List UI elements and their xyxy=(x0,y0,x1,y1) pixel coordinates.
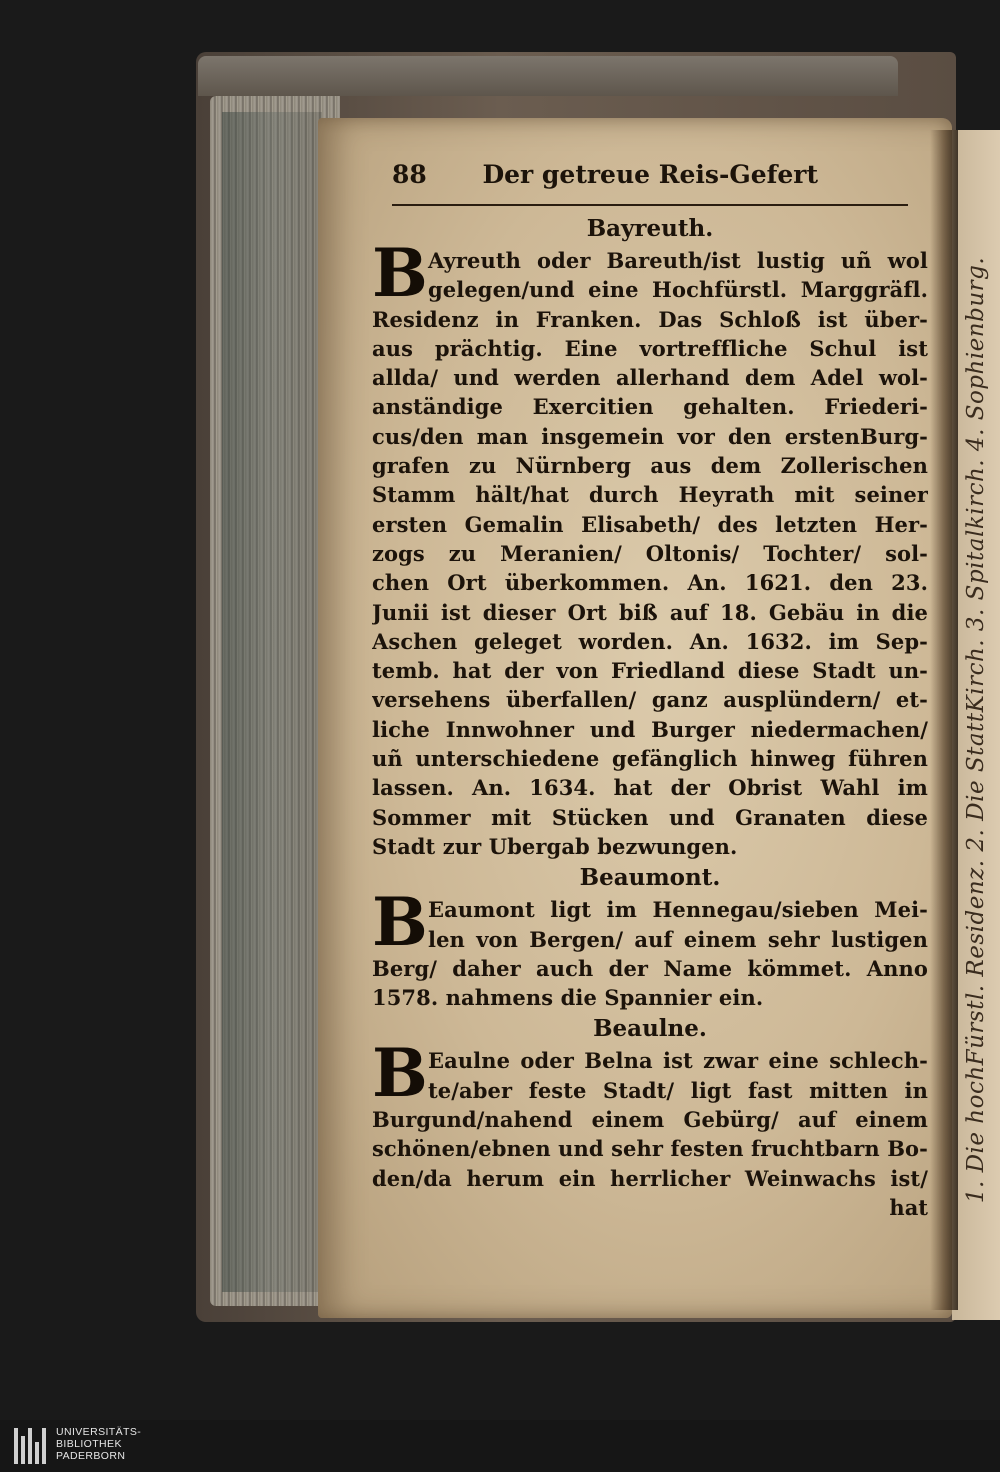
facing-page-caption xyxy=(952,160,1000,1300)
text-line: Stadt zur Ubergab bezwungen. xyxy=(372,833,738,859)
text-block xyxy=(372,160,928,1223)
text-line: ersten Gemalin Elisabeth/ des letzten Her- xyxy=(372,511,928,537)
text-line: uñ unterschiedene gefänglich hinweg führen xyxy=(372,746,928,772)
text-line: Burgund/nahend einem Gebürg/ auf einem xyxy=(372,1107,928,1133)
catchword: hat xyxy=(889,1194,928,1220)
text-line: liche Innwohner und Burger niedermachen/ xyxy=(372,716,928,742)
logo-line: UNIVERSITÄTS- xyxy=(56,1426,142,1438)
text-line: anständige Exercitien gehalten. Friederi- xyxy=(372,394,928,420)
text-line: chen Ort überkommen. An. 1621. den 23. xyxy=(372,570,928,596)
paragraph-bayreuth xyxy=(372,234,928,861)
running-title: Der getreue Reis-Gefert xyxy=(482,160,818,189)
text-line: Stamm hält/hat durch Heyrath mit seiner xyxy=(372,482,928,508)
library-logo-icon xyxy=(14,1428,50,1464)
text-line: Residenz in Franken. Das Schloß ist über- xyxy=(372,306,928,332)
drop-cap: B xyxy=(372,883,428,962)
library-footer xyxy=(0,1420,1000,1472)
page-number: 88 xyxy=(392,160,427,189)
text-line: versehens überfallen/ ganz ausplündern/ et- xyxy=(372,687,928,713)
text-line: Aschen geleget worden. An. 1632. im Sep- xyxy=(372,628,928,654)
text-line: grafen zu Nürnberg aus dem Zollerischen xyxy=(372,453,928,479)
section-heading-beaulne: Beaulne. xyxy=(593,1015,707,1043)
text-line: Eaulne oder Belna ist zwar eine schlech- xyxy=(428,1048,928,1074)
header-rule xyxy=(392,204,908,206)
paragraph-beaulne xyxy=(372,1034,928,1192)
logo-line: BIBLIOTHEK xyxy=(56,1438,122,1450)
text-line: Sommer mit Stücken und Granaten diese xyxy=(372,804,928,830)
text-line: Eaumont ligt im Hennegau/sieben Mei- xyxy=(428,897,928,923)
facing-caption-text: 1. Die hochFürstl. Residenz. 2. Die StattKirch. 3. Spitalkirch. 4. Sophienburg. xyxy=(963,256,989,1204)
text-line: schönen/ebnen und sehr festen fruchtbarn Bo- xyxy=(372,1136,928,1162)
text-line: Ayreuth oder Bareuth/ist lustig uñ wol xyxy=(428,248,928,273)
text-line: allda/ und werden allerhand dem Adel wol- xyxy=(372,365,928,391)
section-heading-beaumont: Beaumont. xyxy=(579,864,721,892)
text-line: lassen. An. 1634. hat der Obrist Wahl im xyxy=(372,775,928,801)
section-heading-bayreuth: Bayreuth. xyxy=(586,215,714,242)
text-line: Berg/ daher auch der Name kömmet. Anno xyxy=(372,955,928,981)
book-cover-top-edge xyxy=(198,56,898,96)
drop-cap: B xyxy=(372,1034,428,1113)
text-line: te/aber feste Stadt/ ligt fast mitten in xyxy=(428,1077,928,1103)
text-line: den/da herum ein herrlicher Weinwachs ist/ xyxy=(372,1165,928,1191)
library-logo-text xyxy=(56,1426,141,1462)
text-line: gelegen/und eine Hochfürstl. Marggräfl. xyxy=(428,277,928,303)
text-line: Junii ist dieser Ort biß auf 18. Gebäu in die xyxy=(372,599,928,625)
text-line: temb. hat der von Friedland diese Stadt un- xyxy=(372,658,928,684)
text-line: cus/den man insgemein vor den erstenBurg- xyxy=(372,423,928,449)
drop-cap: B xyxy=(372,234,428,312)
paragraph-beaumont xyxy=(372,883,928,1012)
running-head xyxy=(372,160,928,202)
text-line: len von Bergen/ auf einem sehr lustigen xyxy=(428,926,928,952)
page-stack-shadow xyxy=(222,112,322,1292)
text-line: aus prächtig. Eine vortreffliche Schul ist xyxy=(372,335,928,361)
text-line: zogs zu Meranien/ Oltonis/ Tochter/ sol- xyxy=(372,540,928,566)
logo-line: PADERBORN xyxy=(56,1450,126,1462)
text-line: 1578. nahmens die Spannier ein. xyxy=(372,985,764,1011)
